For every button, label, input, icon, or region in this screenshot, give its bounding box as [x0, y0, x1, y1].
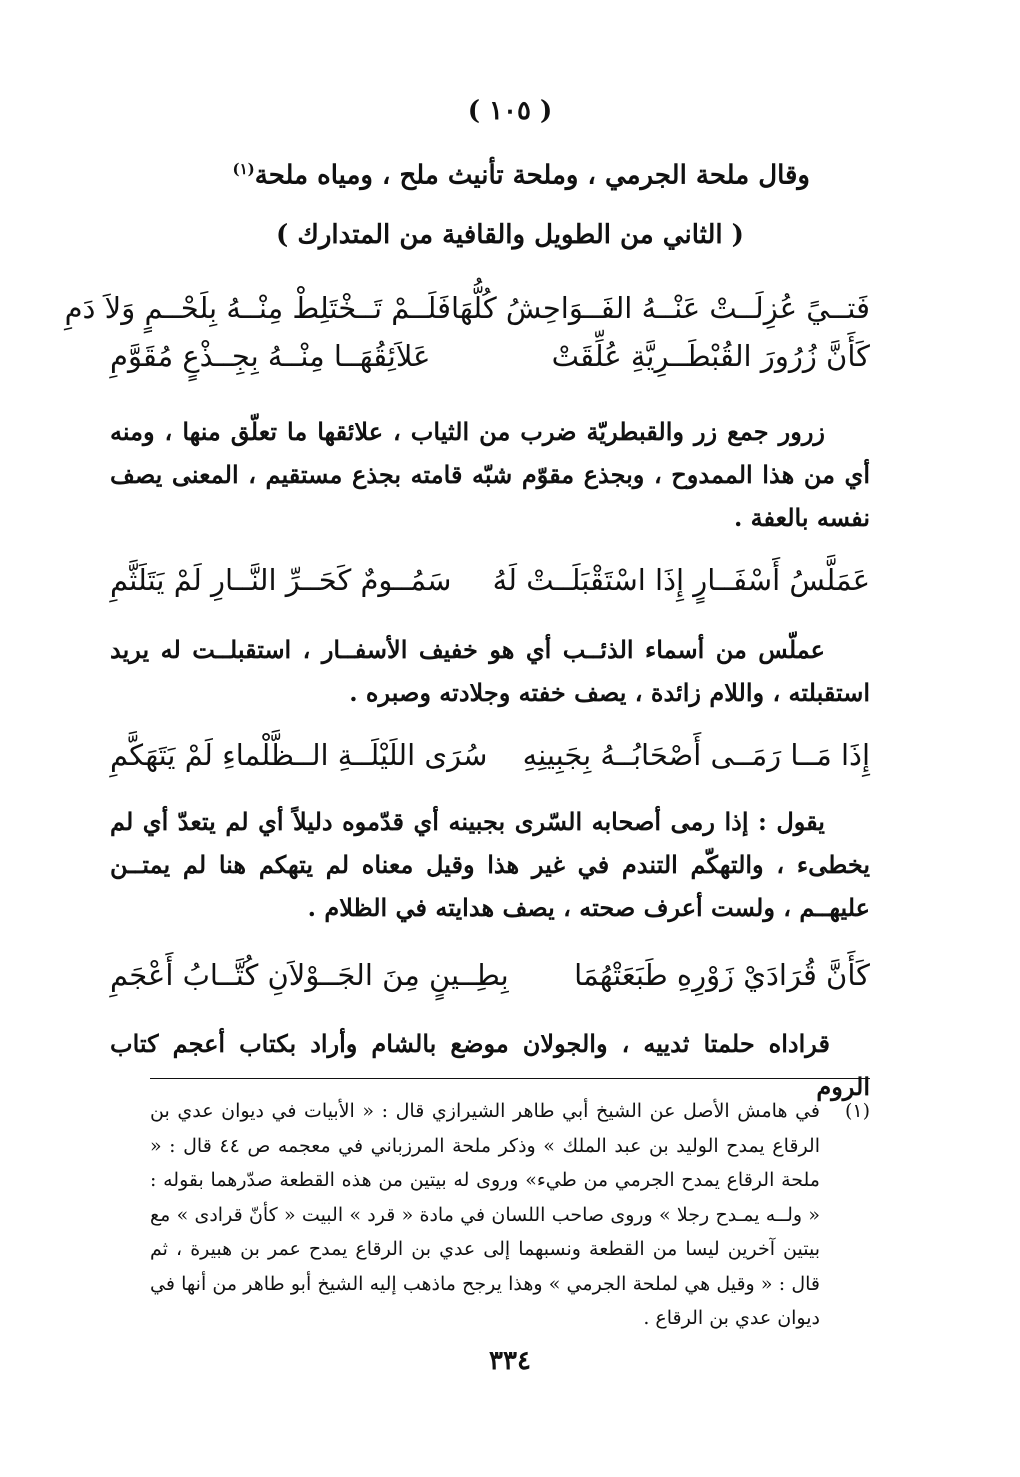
commentary-paragraph: قراداه حلمتا ثدييه ، والجولان موضع بالشام وأراد بكتاب أعجم كتاب الروم: [110, 1029, 870, 1101]
verse-line: [110, 735, 870, 776]
verse-second-hemistich: بِطِــينٍ مِنَ الجَــوْلاَنِ كُتَّــابُ أَعْجَمِ: [110, 958, 509, 992]
verse-line: [110, 955, 870, 996]
verse-first-hemistich: إِذَا مَــا رَمَــى أَصْحَابُــهُ بِجَبِينِهِ: [522, 738, 870, 772]
intro-line: [160, 160, 810, 191]
verse-first-hemistich: كَأَنَّ قُرَادَيْ زَوْرِهِ طَبَعَتْهُمَا: [574, 958, 870, 992]
footnote: [150, 1094, 870, 1336]
verse-line: [110, 560, 870, 601]
verse-second-hemistich: سُرَى اللَيْلَــةِ الــظَّلْماءِ لَمْ يَتَهَكَّمِ: [110, 738, 488, 772]
commentary-paragraph: عملّس من أسماء الذئــب أي هو خفيف الأسفــار ، استقبلــت له يريد استقبلته ، واللام زائدة ، يصف خفته وجلادته وصبره .: [110, 635, 870, 707]
footnote-reference: (١): [232, 160, 255, 178]
verse-first-hemistich: فَتــيً عُزِلَــتْ عَنْــهُ الفَــوَاحِشُ كُلُّهَا: [451, 291, 870, 325]
verse-first-hemistich: عَمَلَّسُ أَسْفَــارٍ إِذَا اسْتَقْبَلَــتْ لَهُ: [492, 563, 870, 597]
footnote-divider: [150, 1078, 870, 1079]
page-number: ٣٣٤: [489, 1346, 531, 1376]
verse-line: [110, 336, 870, 377]
intro-text: وقال ملحة الجرمي ، وملحة تأنيث ملح ، ومياه ملحة: [254, 160, 810, 191]
verse-second-hemistich: سَمُــومٌ كَحَــرِّ النَّــارِ لَمْ يَتَلَثَّمِ: [110, 563, 452, 597]
verse-line: [64, 288, 870, 329]
commentary-paragraph: زرور جمع زر والقبطريّة ضرب من الثياب ، علائقها ما تعلّق منها ، ومنه أي من هذا الممدوح ، وبجذع مقوّم شبّه قامته بجذع مستقيم ، المعنى يصف نفسه بالعفة .: [110, 417, 870, 532]
poem-number: ( ١٠٥ ): [467, 96, 553, 126]
commentary-paragraph: يقول : إذا رمى أصحابه السّرى بجبينه أي قدّموه دليلاً أي لم يتعدّ أي لم يخطىء ، والتهكّم التندم في غير هذا وقيل معناه لم يتهكم هنا لم يمتــن عليهــم ، ولست أعرف صحته ، يصف هدايته في الظلام .: [110, 807, 870, 922]
footnote-marker: (١): [844, 1100, 870, 1122]
footnote-text: في هامش الأصل عن الشيخ أبي طاهر الشيرازي قال : « الأبيات في ديوان عدي بن الرقاع يمدح الوليد بن عبد الملك » وذكر ملحة المرزباني في معجمه ص ٤٤ قال : « ملحة الرقاع يمدح الجرمي من طيء» وروى له بيتين من هذه القطعة صدّرهما بقوله : « ولــه يمـدح رجلا » وروى صاحب اللسان في مادة « قرد » البيت « كأنّ قرادى » مع بيتين آخرين ليسا من القطعة ونسبهما إلى عدي بن الرقاع يمدح عمر بن هبيرة ، ثم قال : « وقيل هي لملحة الجرمي » وهذا يرجح ماذهب إليه الشيخ أبو طاهر من أنها في ديوان عدي بن الرقاع .: [150, 1100, 820, 1329]
meter-line: ( الثاني من الطويل والقافية من المتدارك ): [276, 220, 744, 250]
verse-second-hemistich: فَلَــمْ تَــخْتَلِطْ مِنْــهُ بِلَحْــمٍ وَلاَ دَمِ: [64, 291, 452, 325]
verse-second-hemistich: عَلاَئِقُهَــا مِنْــهُ بِجِــذْعٍ مُقَوَّمِ: [110, 339, 431, 373]
verse-first-hemistich: كَأَنَّ زُرُورَ القُبْطَــرِيَّةِ عُلِّقَتْ: [551, 339, 870, 373]
